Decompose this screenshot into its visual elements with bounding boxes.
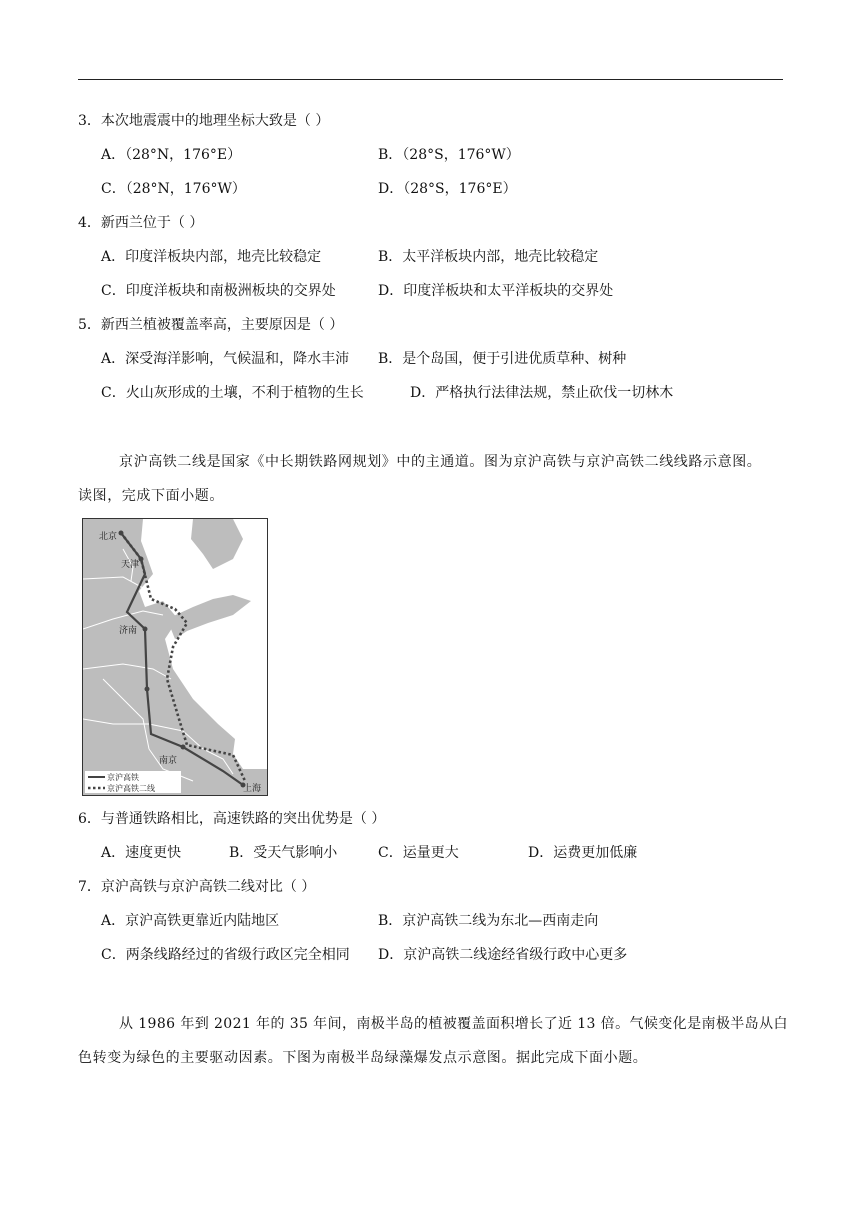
railway-map: [82, 518, 268, 796]
option-4a[interactable]: A．印度洋板块内部，地壳比较稳定: [101, 249, 322, 265]
question-7: [78, 877, 315, 897]
city-dot-xuzhou: [145, 687, 150, 692]
option-3c[interactable]: C．（28°N，176°W）: [101, 181, 246, 197]
option-7a[interactable]: A．京沪高铁更靠近内陆地区: [101, 913, 280, 929]
city-dot-beijing: [119, 531, 124, 536]
label-tianjin: 天津: [121, 560, 140, 570]
option-3d[interactable]: D．（28°S，176°E）: [378, 181, 517, 197]
option-5a[interactable]: A．深受海洋影响，气候温和，降水丰沛: [101, 351, 350, 367]
question-stem: 新西兰植被覆盖率高，主要原因是（ ）: [100, 317, 344, 333]
option-3b[interactable]: B．（28°S，176°W）: [378, 147, 520, 163]
legend-label-1: 京沪高铁: [107, 773, 139, 782]
city-dot-nanjing: [181, 745, 186, 750]
question-number: 4．: [78, 215, 101, 231]
option-7b[interactable]: B．京沪高铁二线为东北—西南走向: [378, 913, 599, 929]
option-7c[interactable]: C．两条线路经过的省级行政区完全相同: [101, 947, 350, 963]
question-stem: 本次地震震中的地理坐标大致是（ ）: [100, 113, 330, 129]
header-rule: [78, 79, 783, 80]
option-3a[interactable]: A．（28°N，176°E）: [101, 147, 242, 163]
option-4d[interactable]: D．印度洋板块和太平洋板块的交界处: [378, 283, 614, 299]
passage-2-line-2: 色转变为绿色的主要驱动因素。下图为南极半岛绿藻爆发点示意图。据此完成下面小题。: [78, 1050, 648, 1066]
option-6c[interactable]: C．运量更大: [378, 845, 459, 861]
option-5d[interactable]: D．严格执行法律法规，禁止砍伐一切林木: [410, 385, 674, 401]
question-number: 6．: [78, 811, 101, 827]
sea-area: [139, 519, 267, 769]
option-5c[interactable]: C．火山灰形成的土壤，不利于植物的生长: [101, 385, 364, 401]
railway-map-svg: [83, 519, 267, 795]
question-5: [78, 315, 343, 335]
option-6a[interactable]: A．速度更快: [101, 845, 182, 861]
label-jinan: 济南: [119, 626, 138, 636]
question-number: 3．: [78, 113, 101, 129]
option-6b[interactable]: B．受天气影响小: [229, 845, 338, 861]
legend-label-2: 京沪高铁二线: [107, 784, 155, 793]
option-5b[interactable]: B．是个岛国，便于引进优质草种、树种: [378, 351, 627, 367]
city-dot-jinan: [143, 627, 148, 632]
passage-2-line-1: 从 1986 年到 2021 年的 35 年间，南极半岛的植被覆盖面积增长了近 13 倍。气候变化是南极半岛从白: [119, 1016, 788, 1032]
question-stem: 新西兰位于（ ）: [100, 215, 204, 231]
passage-1-line-2: 读图，完成下面小题。: [78, 488, 224, 504]
question-number: 7．: [78, 879, 101, 895]
question-4: [78, 213, 203, 233]
question-stem: 京沪高铁与京沪高铁二线对比（ ）: [100, 879, 316, 895]
passage-1-line-1: 京沪高铁二线是国家《中长期铁路网规划》中的主通道。图为京沪高铁与京沪高铁二线线路示意图。: [119, 454, 762, 470]
option-7d[interactable]: D．京沪高铁二线途经省级行政中心更多: [378, 947, 628, 963]
question-number: 5．: [78, 317, 101, 333]
option-6d[interactable]: D．运费更加低廉: [528, 845, 638, 861]
question-6: [78, 809, 385, 829]
label-beijing: 北京: [99, 532, 118, 542]
question-stem: 与普通铁路相比，高速铁路的突出优势是（ ）: [100, 811, 386, 827]
question-3: [78, 111, 329, 131]
city-dot-tianjin: [139, 557, 144, 562]
option-4b[interactable]: B．太平洋板块内部，地壳比较稳定: [378, 249, 599, 265]
label-shanghai: 上海: [243, 784, 262, 794]
label-nanjing: 南京: [159, 756, 178, 766]
option-4c[interactable]: C．印度洋板块和南极洲板块的交界处: [101, 283, 336, 299]
